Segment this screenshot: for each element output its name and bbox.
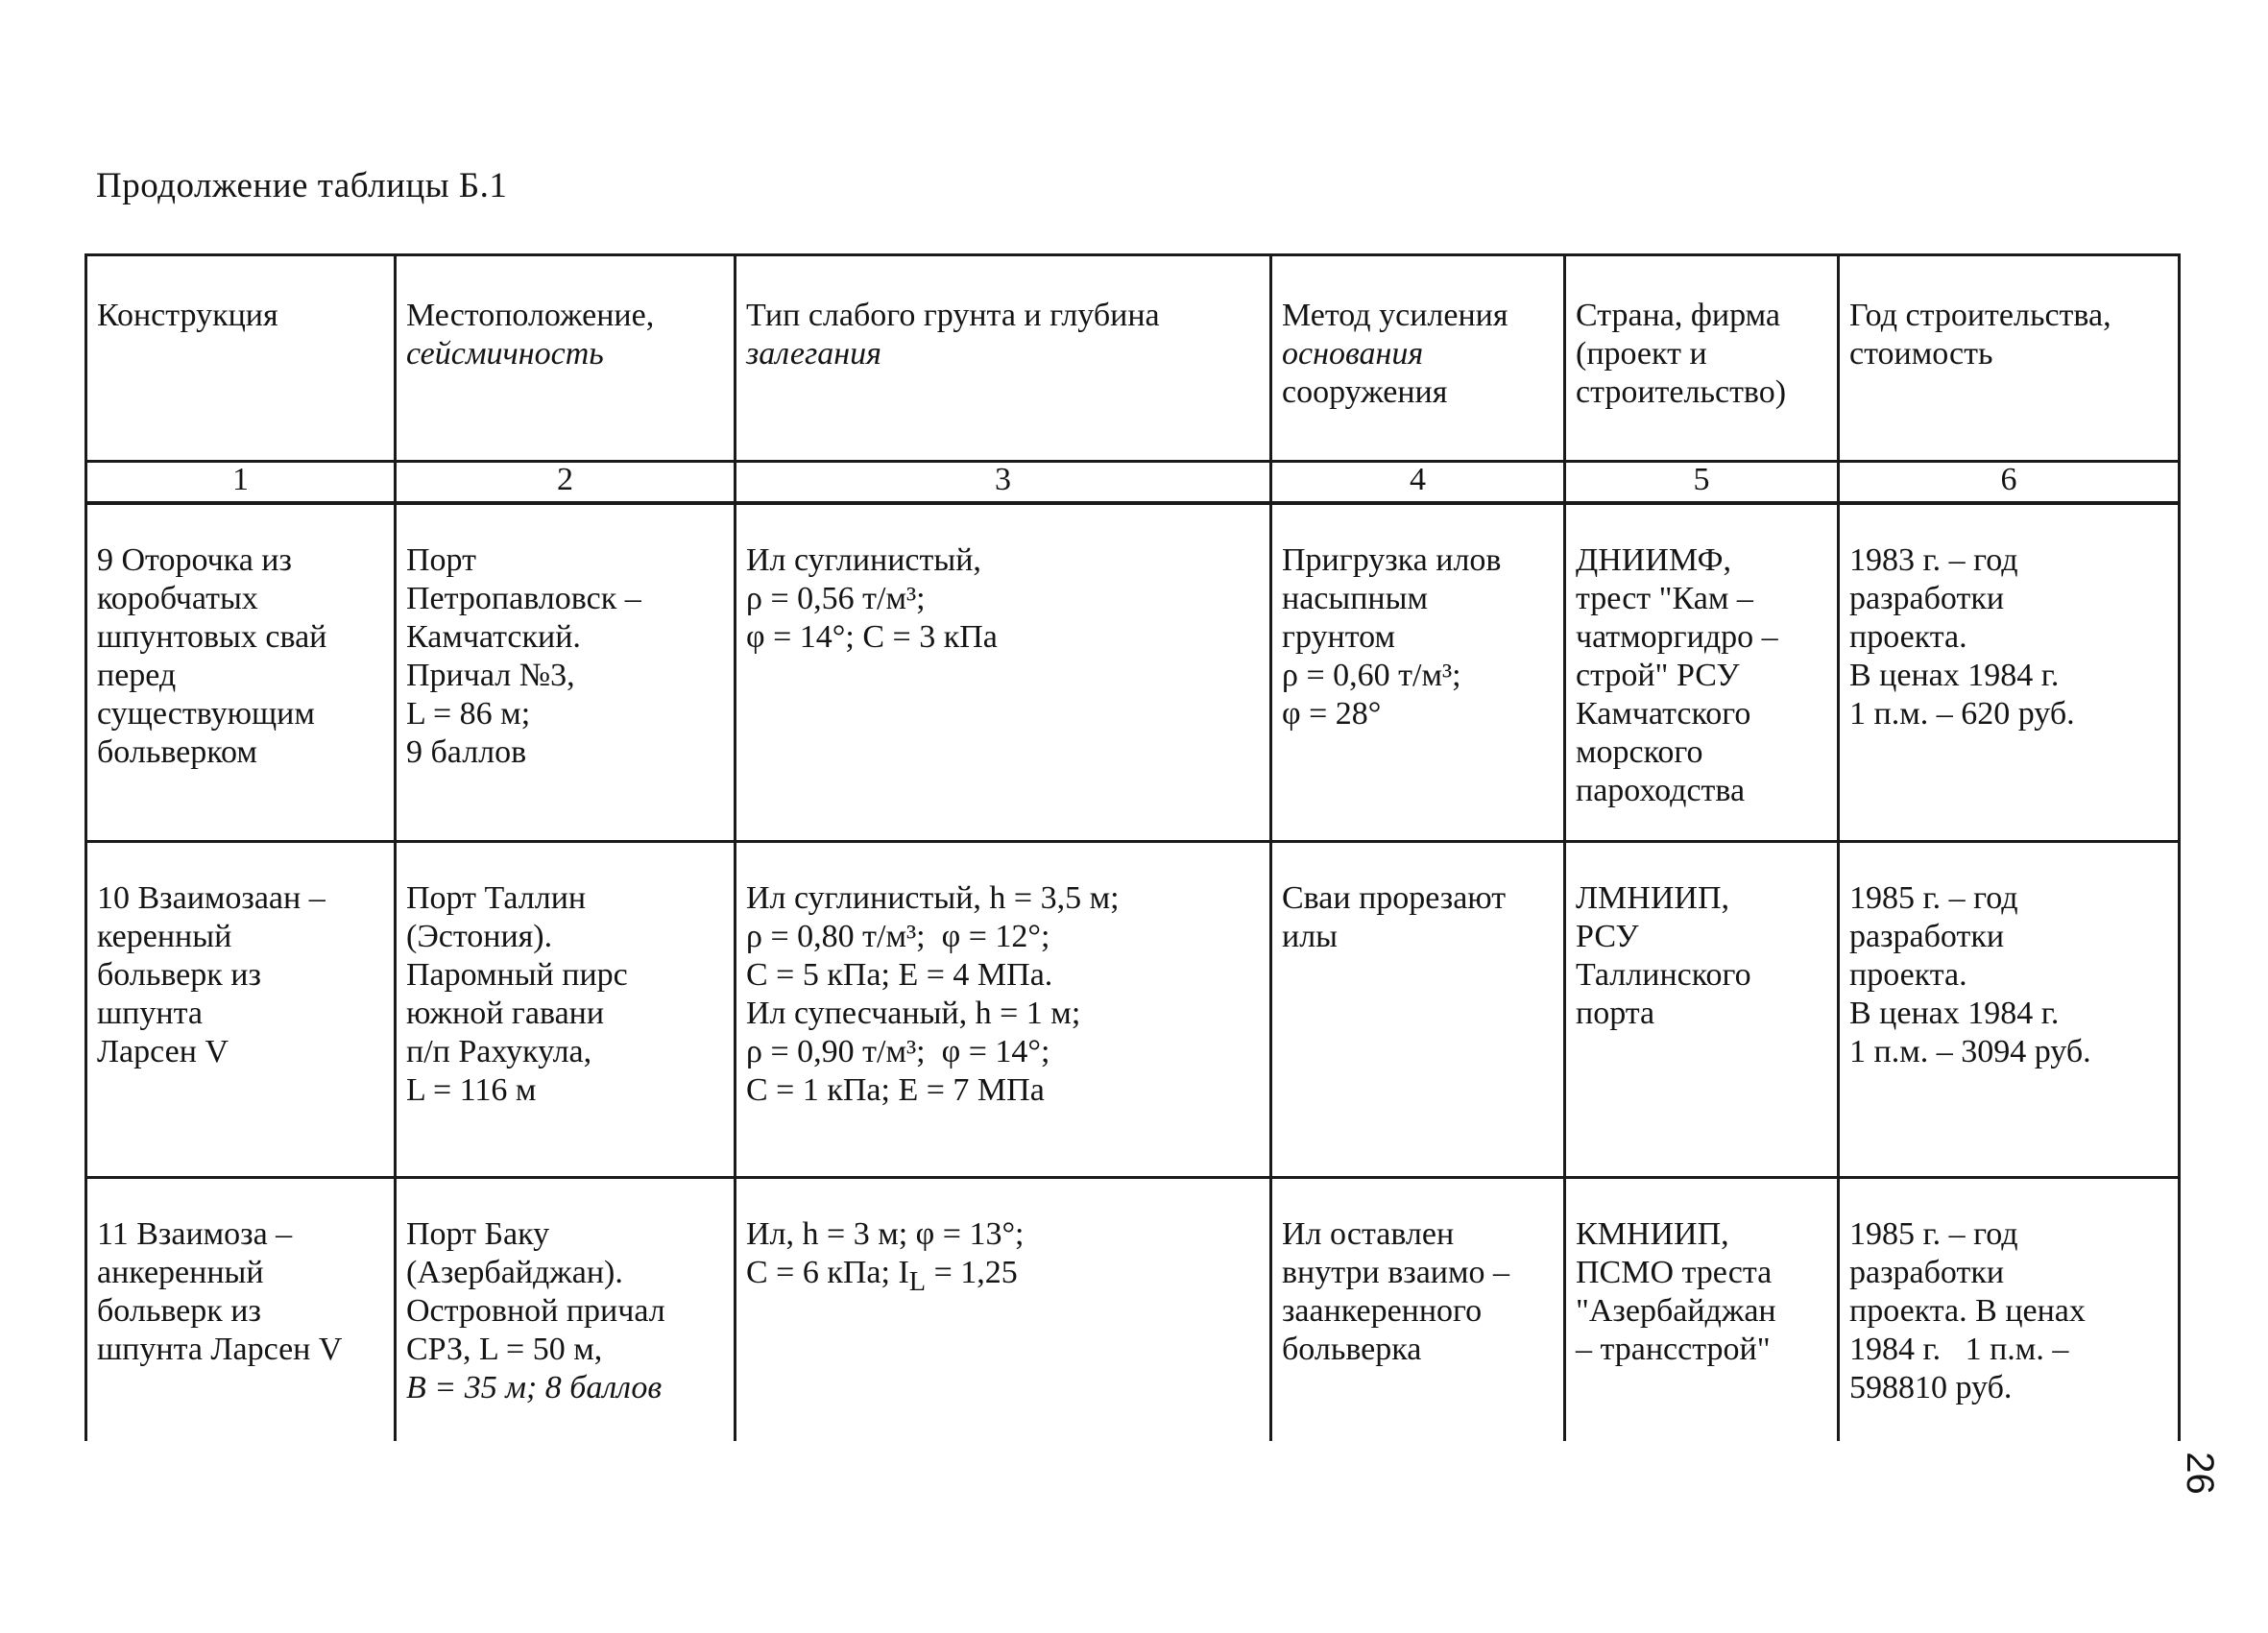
cell-year-cost: 1983 г. – год разработки проекта. В ценах 1984 г. 1 п.м. – 620 руб.: [1839, 503, 2180, 841]
cell-construction: 9 Оторочка из коробчатых шпунтовых свай перед существующим больверком: [86, 503, 396, 841]
cell-year-cost: 1985 г. – год разработки проекта. В ценах 1984 г. 1 п.м. – 598810 руб.: [1839, 1177, 2180, 1441]
column-number: 2: [396, 462, 736, 504]
header-soil-type: Тип слабого грунта и глубина залегания: [736, 255, 1271, 462]
cell-location: Порт Таллин (Эстония). Паромный пирс южной гавани п/п Рахукула, L = 116 м: [396, 841, 736, 1177]
cell-method: Сваи прорезают илы: [1271, 841, 1565, 1177]
header-location: Местоположение, сейсмичность: [396, 255, 736, 462]
column-number: 1: [86, 462, 396, 504]
cell-company: ДНИИМФ, трест "Кам – чатморгидро – строй" РСУ Камчатского морского пароходства: [1565, 503, 1839, 841]
cell-soil: Ил, h = 3 м; φ = 13°; C = 6 кПа; $I_L = 1,25$: [736, 1177, 1271, 1441]
column-number-row: [86, 462, 2180, 504]
table-row: [86, 503, 2180, 841]
cell-method: Пригрузка илов насыпным грунтом ρ = 0,60 т/м³; φ = 28°: [1271, 503, 1565, 841]
header-construction: Конструкция: [86, 255, 396, 462]
cell-company: ЛМНИИП, РСУ Таллинского порта: [1565, 841, 1839, 1177]
cell-construction: 11 Взаимоза – анкеренный больверк из шпунта Ларсен V: [86, 1177, 396, 1441]
header-method: Метод усиления основания сооружения: [1271, 255, 1565, 462]
column-number: 4: [1271, 462, 1565, 504]
column-number: 6: [1839, 462, 2180, 504]
table-row: [86, 1177, 2180, 1441]
cell-soil: Ил суглинистый, ρ = 0,56 т/м³; φ = 14°; C = 3 кПа: [736, 503, 1271, 841]
column-number: 5: [1565, 462, 1839, 504]
cell-company: КМНИИП, ПСМО треста "Азербайджан – трансстрой": [1565, 1177, 1839, 1441]
page-number: 26: [2178, 1452, 2221, 1495]
header-company: Страна, фирма (проект и строительство): [1565, 255, 1839, 462]
cell-soil: Ил суглинистый, h = 3,5 м; ρ = 0,80 т/м³; φ = 12°; C = 5 кПа; E = 4 МПа. Ил супесчаный, h = 1 м; ρ = 0,90 т/м³; φ = 14°; C = 1 кПа; E = 7 МПа: [736, 841, 1271, 1177]
data-table: [84, 253, 2181, 1441]
table-caption: Продолжение таблицы Б.1: [96, 166, 508, 205]
cell-location: Порт Баку (Азербайджан). Островной причал СРЗ, L = 50 м, B = 35 м; 8 баллов: [396, 1177, 736, 1441]
column-number: 3: [736, 462, 1271, 504]
cell-method: Ил оставлен внутри взаимо – заанкеренного больверка: [1271, 1177, 1565, 1441]
cell-construction: 10 Взаимозаан – керенный больверк из шпунта Ларсен V: [86, 841, 396, 1177]
header-row: [86, 255, 2180, 462]
cell-year-cost: 1985 г. – год разработки проекта. В ценах 1984 г. 1 п.м. – 3094 руб.: [1839, 841, 2180, 1177]
table-row: [86, 841, 2180, 1177]
header-year-cost: Год строительства, стоимость: [1839, 255, 2180, 462]
cell-location: Порт Петропавловск – Камчатский. Причал №3, L = 86 м; 9 баллов: [396, 503, 736, 841]
